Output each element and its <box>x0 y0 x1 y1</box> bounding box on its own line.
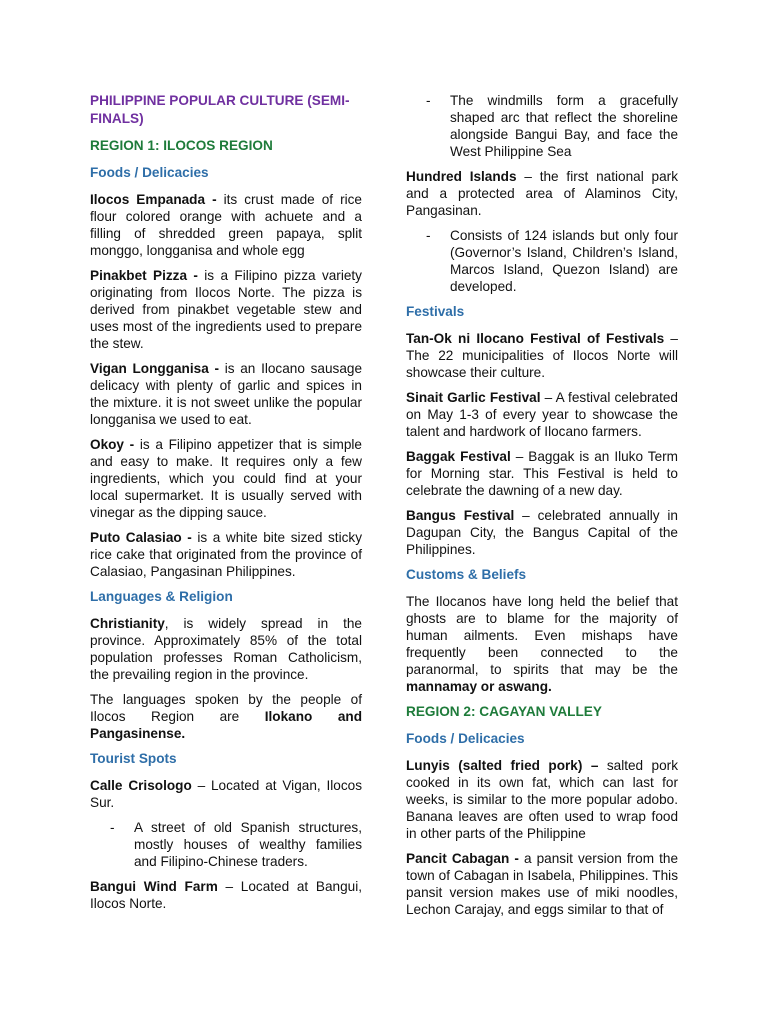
bullet-text: The windmills form a gracefully shaped arc that reflect the shoreline alongside Bangui Bay, and face the West Philippine Sea <box>450 93 678 159</box>
customs-text: The Ilocanos have long held the belief that ghosts are to blame for the majority of human ailments. Even mishaps have frequently been connected to the paranormal, to spirits that may be the <box>406 594 678 677</box>
festival-entry <box>406 389 678 440</box>
customs-bold: mannamay or aswang. <box>406 679 552 694</box>
hundred-islands-bullet <box>406 227 678 295</box>
region-1-heading: REGION 1: ILOCOS REGION <box>90 138 273 153</box>
food-entry <box>90 436 362 521</box>
food-entry <box>90 529 362 580</box>
calle-crisologo-term: Calle Crisologo <box>90 778 192 793</box>
right-column <box>406 92 678 926</box>
hundred-islands-text: – the first national park and a protected area of Alaminos City, Pangasinan. <box>406 169 678 218</box>
dash-bullet-icon: - <box>426 93 431 108</box>
region-2-heading: REGION 2: CAGAYAN VALLEY <box>406 704 602 719</box>
customs-beliefs-heading: Customs & Beliefs <box>406 567 527 582</box>
food-term: Puto Calasiao - <box>90 530 192 545</box>
food-description: is a Filipino pizza variety originating from Ilocos Norte. The pizza is derived from pinakbet vegetable stew and uses most of the ingredients used to prepare the stew. <box>90 268 362 351</box>
food-entry <box>90 267 362 352</box>
customs-paragraph <box>406 593 678 695</box>
document-title: PHILIPPINE POPULAR CULTURE (SEMI-FINALS) <box>90 93 350 126</box>
festival-entry <box>406 507 678 558</box>
calle-crisologo-bullet <box>90 819 362 870</box>
festival-description: – The 22 municipalities of Ilocos Norte will showcase their culture. <box>406 331 678 380</box>
festival-description: – A festival celebrated on May 1-3 of every year to showcase the talent and hardwork of Ilocano farmers. <box>406 390 678 439</box>
food-term: Ilocos Empanada - <box>90 192 217 207</box>
food-description: a pansit version from the town of Cabagan in Isabela, Philippines. This pansit version makes use of miki noodles, Lechon Carajay, and eggs similar to that of <box>406 851 678 917</box>
festivals-heading: Festivals <box>406 304 465 319</box>
food-entry <box>406 757 678 842</box>
calle-crisologo-text: – Located at Vigan, Ilocos Sur. <box>90 778 363 810</box>
hundred-islands-entry <box>406 168 678 219</box>
left-column <box>90 92 362 920</box>
food-description: its crust made of rice flour colored orange with achuete and a filling of shredded green papaya, split monggo, longganisa and whole egg <box>90 192 362 258</box>
bangui-wind-farm-term: Bangui Wind Farm <box>90 879 218 894</box>
food-description: is a white bite sized sticky rice cake that originated from the province of Calasiao, Pangasinan Philippines. <box>90 530 362 579</box>
languages-religion-heading: Languages & Religion <box>90 589 233 604</box>
food-term: Lunyis (salted fried pork) – <box>406 758 599 773</box>
foods-heading: Foods / Delicacies <box>90 165 209 180</box>
festival-term: Sinait Garlic Festival <box>406 390 541 405</box>
languages-bold: Ilokano and Pangasinense. <box>90 709 363 741</box>
languages-paragraph <box>90 691 362 742</box>
bangui-wind-farm-entry <box>90 878 362 912</box>
dash-bullet-icon: - <box>110 820 115 835</box>
bangui-wind-farm-text: – Located at Bangui, Ilocos Norte. <box>90 879 362 911</box>
calle-crisologo-entry <box>90 777 362 811</box>
bullet-text: Consists of 124 islands but only four (Governor’s Island, Children’s Island, Marcos Island, Quezon Island) are developed. <box>450 228 678 294</box>
christianity-term: Christianity <box>90 616 165 631</box>
food-entry <box>406 850 678 918</box>
christianity-text: , is widely spread in the province. Approximately 85% of the total population professes Roman Catholicism, the prevailing region in the province. <box>90 616 362 682</box>
food-term: Vigan Longganisa - <box>90 361 219 376</box>
food-entry <box>90 360 362 428</box>
bullet-text: A street of old Spanish structures, mostly houses of wealthy families and Filipino-Chinese traders. <box>134 820 362 869</box>
food-term: Pinakbet Pizza - <box>90 268 198 283</box>
dash-bullet-icon: - <box>426 228 431 243</box>
festival-term: Bangus Festival <box>406 508 515 523</box>
festival-description: – celebrated annually in Dagupan City, the Bangus Capital of the Philippines. <box>406 508 678 557</box>
food-entry <box>90 191 362 259</box>
festival-entry <box>406 448 678 499</box>
foods-heading: Foods / Delicacies <box>406 731 525 746</box>
food-term: Okoy - <box>90 437 135 452</box>
tourist-spots-heading: Tourist Spots <box>90 751 177 766</box>
food-description: is an Ilocano sausage delicacy with plenty of garlic and spices in the mixture. it is not sweet unlike the popular longganisa we used to eat. <box>90 361 363 427</box>
food-description: is a Filipino appetizer that is simple and easy to make. It requires only a few ingredients, which you could find at your local supermarket. It is usually served with vinegar as the dipping sauce. <box>90 437 362 520</box>
festival-description: – Baggak is an Iluko Term for Morning star. This Festival is held to celebrate the dawning of a new day. <box>406 449 678 498</box>
languages-text: The languages spoken by the people of Ilocos Region are <box>90 692 362 724</box>
windmill-bullet <box>406 92 678 160</box>
festival-term: Baggak Festival <box>406 449 511 464</box>
food-term: Pancit Cabagan - <box>406 851 519 866</box>
christianity-paragraph <box>90 615 362 683</box>
festival-term: Tan-Ok ni Ilocano Festival of Festivals <box>406 331 665 346</box>
food-description: salted pork cooked in its own fat, which can last for weeks, is similar to the more popular adobo. Banana leaves are often used to wrap food in other parts of the Philippine <box>406 758 678 841</box>
hundred-islands-term: Hundred Islands <box>406 169 517 184</box>
festival-entry <box>406 330 678 381</box>
